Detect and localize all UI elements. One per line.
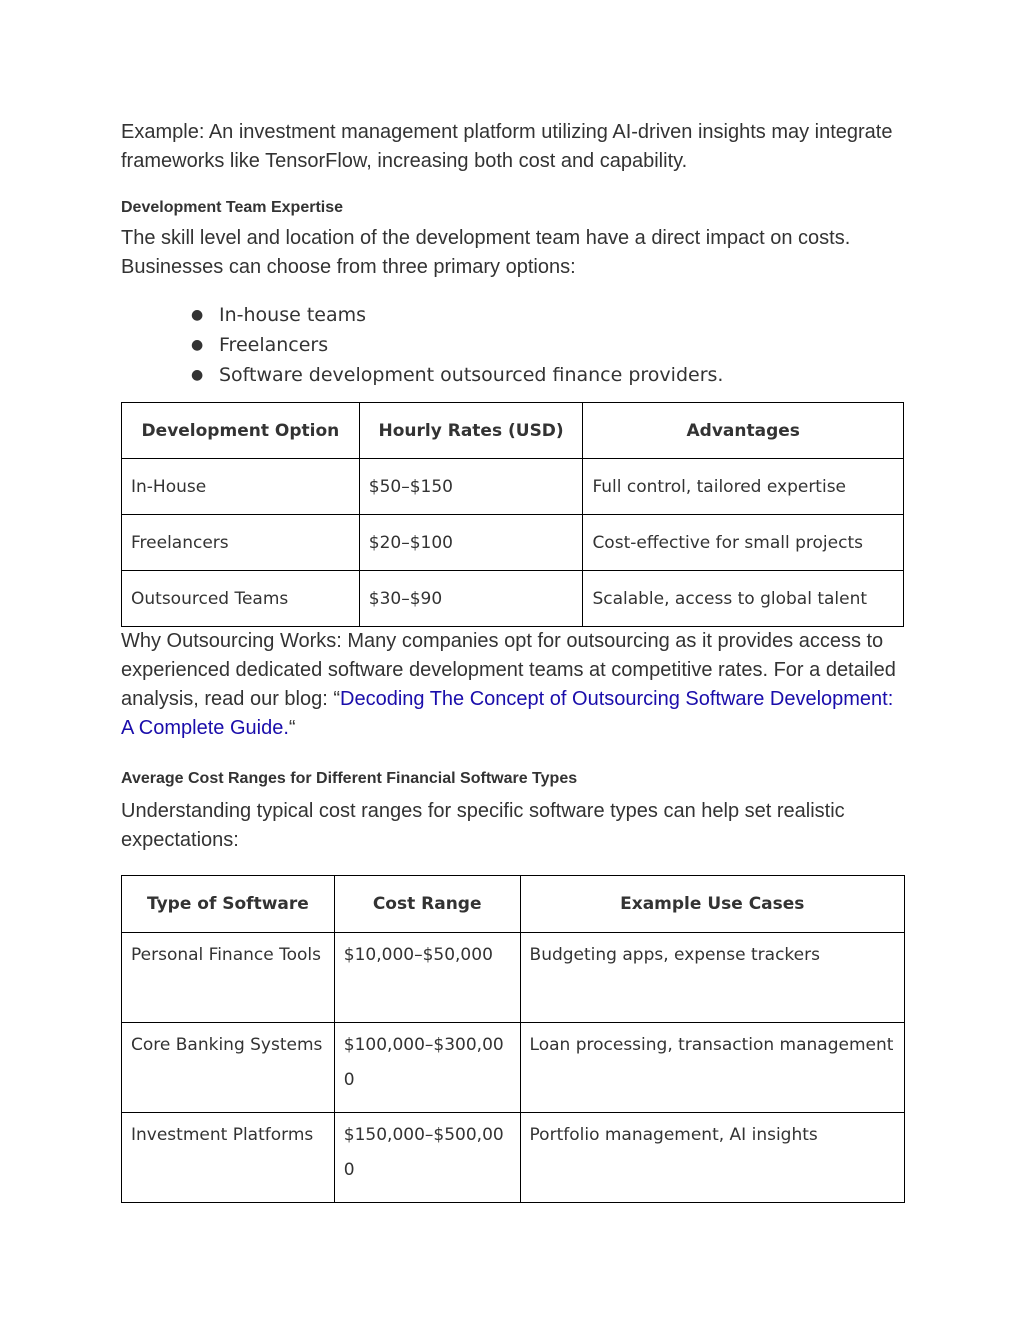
bullet-icon: ●: [191, 367, 204, 383]
table-header-cell: Development Option: [122, 403, 360, 459]
table-cell: Loan processing, transaction management: [520, 1023, 904, 1113]
table-cell: Cost-effective for small projects: [583, 515, 904, 571]
table-row: [122, 459, 904, 515]
table-header-cell: Advantages: [583, 403, 904, 459]
list-item-text: Freelancers: [219, 334, 329, 356]
development-options-table: [121, 402, 904, 627]
table-cell: Personal Finance Tools: [122, 933, 335, 1023]
list-item: [121, 300, 905, 330]
table-cell: $50–$150: [359, 459, 583, 515]
table-cell: Portfolio management, AI insights: [520, 1113, 904, 1203]
cost-ranges-heading: Average Cost Ranges for Different Financial Software Types: [121, 770, 578, 787]
table-cell: $30–$90: [359, 571, 583, 627]
team-options-list: [121, 300, 905, 390]
outsourcing-guide-link[interactable]: Decoding The Concept of Outsourcing Software Development: A Complete Guide.: [121, 688, 894, 739]
bullet-icon: ●: [191, 337, 204, 353]
table-cell: Scalable, access to global talent: [583, 571, 904, 627]
list-item-text: In-house teams: [219, 304, 367, 326]
table-header-cell: Cost Range: [334, 876, 520, 933]
table-cell: Outsourced Teams: [122, 571, 360, 627]
cost-ranges-paragraph: Understanding typical cost ranges for specific software types can help set realistic expectations:: [121, 800, 845, 851]
table-cell: $150,000–$500,000: [334, 1113, 520, 1203]
outsourcing-paragraph: [121, 627, 905, 743]
table-cell: In-House: [122, 459, 360, 515]
table-cell: Core Banking Systems: [122, 1023, 335, 1113]
software-cost-table: [121, 875, 905, 1203]
closing-quote: “: [288, 717, 296, 739]
table-cell: Freelancers: [122, 515, 360, 571]
team-expertise-heading: Development Team Expertise: [121, 199, 344, 216]
table-header-cell: Hourly Rates (USD): [359, 403, 583, 459]
example-paragraph: Example: An investment management platform utilizing AI-driven insights may integrate frameworks like TensorFlow, increasing both cost and capability.: [121, 121, 893, 172]
table-row: [122, 1113, 905, 1203]
table-cell: $20–$100: [359, 515, 583, 571]
table-row: [122, 515, 904, 571]
bullet-icon: ●: [191, 307, 204, 323]
table-header-row: [122, 876, 905, 933]
table-cell: $100,000–$300,000: [334, 1023, 520, 1113]
table-header-cell: Type of Software: [122, 876, 335, 933]
table-cell: Investment Platforms: [122, 1113, 335, 1203]
table-row: [122, 933, 905, 1023]
team-expertise-paragraph: The skill level and location of the development team have a direct impact on costs. Businesses can choose from three primary options:: [121, 227, 851, 278]
list-item: [121, 360, 905, 390]
table-header-cell: Example Use Cases: [520, 876, 904, 933]
table-cell: Budgeting apps, expense trackers: [520, 933, 904, 1023]
document-page: [121, 118, 905, 1203]
outsourcing-text: Why Outsourcing Works: Many companies opt for outsourcing as it provides access to experienced dedicated software development teams at competitive rates. For a detailed analysis, read our blog: “: [121, 630, 896, 710]
table-cell: $10,000–$50,000: [334, 933, 520, 1023]
list-item-text: Software development outsourced finance providers.: [219, 364, 724, 386]
table-header-row: [122, 403, 904, 459]
table-row: [122, 1023, 905, 1113]
table-row: [122, 571, 904, 627]
table-cell: Full control, tailored expertise: [583, 459, 904, 515]
list-item: [121, 330, 905, 360]
